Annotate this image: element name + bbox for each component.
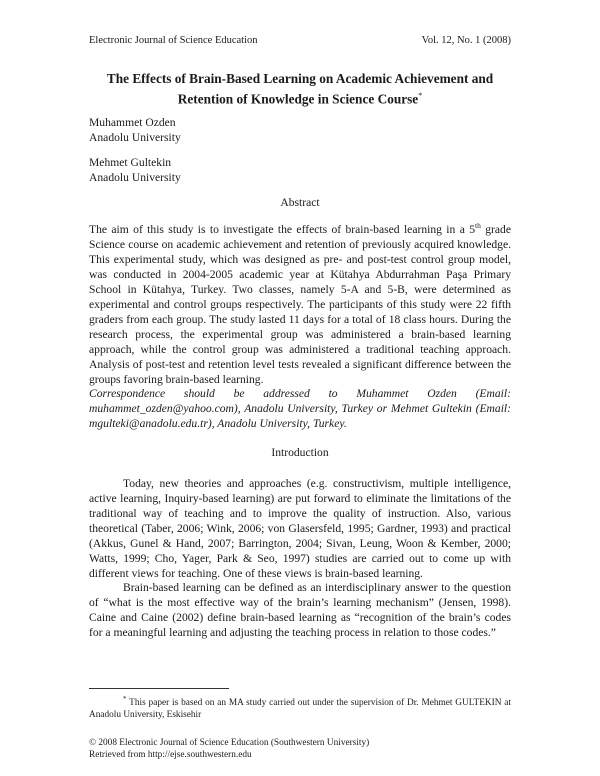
author-affiliation: Anadolu University <box>89 131 181 144</box>
copyright-line: © 2008 Electronic Journal of Science Education (Southwestern University) <box>89 738 370 748</box>
correspondence-note: Correspondence should be addressed to Muhammet Ozden (Email: muhammet_ozden@yahoo.com), Anadolu University, Turkey or Mehmet Gultekin (Email: mgulteki@anadolu.edu.tr), Anadolu University, Turkey. <box>89 387 511 430</box>
author-name: Muhammet Ozden <box>89 116 176 129</box>
author-name: Mehmet Gultekin <box>89 156 172 169</box>
retrieved-line: Retrieved from http://ejse.southwestern.edu <box>89 750 252 760</box>
abstract-body <box>89 222 511 387</box>
journal-name: Electronic Journal of Science Education <box>89 35 258 46</box>
title-footnote-marker: * <box>418 91 423 100</box>
running-header <box>89 35 511 46</box>
page-footer <box>89 737 369 761</box>
title-line-1: The Effects of Brain-Based Learning on Academic Achievement and <box>106 71 494 86</box>
introduction-paragraph-2: Brain-based learning can be defined as an interdisciplinary answer to the question of “what is the most effective way of the brain’s learning mechanism” (Jensen, 1998). Caine and Caine (2002) define brain-based learning as “recognition of the brain’s codes for a meaningful learning and adjusting the teaching process in relation to those codes.” <box>89 581 511 639</box>
footnote-divider <box>89 688 229 689</box>
author-affiliation: Anadolu University <box>89 171 181 184</box>
author-block-1 <box>89 115 181 145</box>
introduction-heading: Introduction <box>271 446 329 459</box>
paper-title <box>89 70 511 107</box>
abstract-heading: Abstract <box>280 196 320 209</box>
volume-info: Vol. 12, No. 1 (2008) <box>421 35 511 46</box>
abstract-text-rest: grade Science course on academic achievement and retention of previously acquired knowledge. This experimental study, which was designed as pre- and post-test control group model, was conducted in 2004-2005 academic year at Kütahya Abdurrahman Paşa Primary School in Kütahya, Turkey. Two classes, namely 5-A and 5-B, were determined as experimental and control groups respectively. The participants of this study were 22 fifth graders from each group. The study lasted 11 days for a total of 18 class hours. During the research process, the experimental group was administered a brain-based learning approach, while the control group was administered a traditional teaching approach. Analysis of post-test and retention level tests revealed a significant difference between the groups favoring brain-based learning. <box>89 223 511 386</box>
footnote <box>89 694 511 721</box>
abstract-text-start: The aim of this study is to investigate the effects of brain-based learning in a 5 <box>89 223 476 236</box>
abstract-superscript: th <box>475 221 481 231</box>
author-block-2 <box>89 155 181 185</box>
introduction-paragraph-1: Today, new theories and approaches (e.g. constructivism, multiple intelligence, active learning, Inquiry-based learning) are put forward to eliminate the limitations of the traditional way of teaching and to improve the quality of instruction. Also, various theoretical (Taber, 2006; Wink, 2006; von Glasersfeld, 1995; Gardner, 1993) and practical (Akkus, Gunel & Hand, 2007; Barrington, 2004; Sivan, Leung, Woon & Kember, 2000; Watts, 1999; Cho, Yager, Park & Seo, 1997) studies are carried out to come up with different views for teaching. One of these views is brain-based learning. <box>89 477 511 580</box>
footnote-marker: * <box>123 694 127 703</box>
footnote-text: This paper is based on an MA study carried out under the supervision of Dr. Mehmet GULTEKIN at Anadolu University, Eskisehir <box>89 698 511 720</box>
title-line-2: Retention of Knowledge in Science Course <box>177 91 419 107</box>
